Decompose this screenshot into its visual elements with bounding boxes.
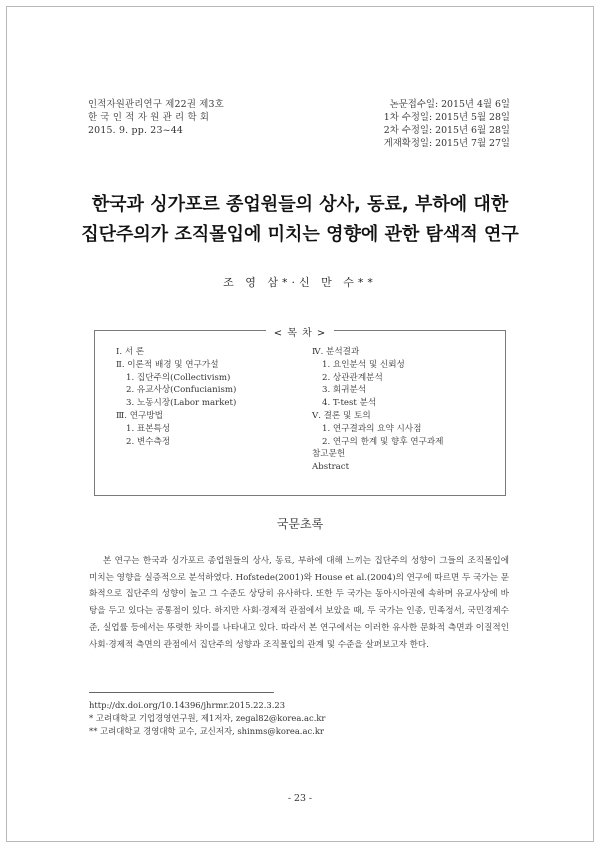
toc-item: 2. 상관관계분석 — [322, 372, 383, 383]
toc-item: 4. T-test 분석 — [322, 398, 377, 409]
toc-item: 2. 변수측정 — [126, 436, 171, 447]
toc-item: 1. 표본특성 — [126, 423, 171, 434]
journal-name: 인적자원관리연구 제22권 제3호 — [88, 99, 224, 110]
abstract-body: 본 연구는 한국과 싱가포르 종업원들의 상사, 동료, 부하에 대해 느끼는 집단주의 성향이 그들의 조직몰입에 미치는 영향을 실증적으로 분석하였다. Hofstede(2001)와 House et al.(2004)의 연구에 따르면 두 국가는 문화적으로 집단주의 성향이 높고 그 수준도 상당히 유사하다. 또한 두 국가는 동아시아권에 속하며 유교사상에 바탕을 두고 있다는 공통점이 있다. 하지만 사회·경제적 관점에서 보았을 때, 두 국가는 인종, 민족정서, 국민경제수준, 실업률 등에서는 뚜렷한 차이를 나타내고 있다. 따라서 본 연구에서는 이러한 유사한 문화적 측면과 이질적인 사회·경제적 측면의 관점에서 집단주의 성향과 조직몰입의 관계 및 수준을 살펴보고자 한다. — [89, 556, 509, 650]
paper-title — [60, 190, 540, 250]
journal-info — [88, 98, 224, 137]
date-revision-1: 1차 수정일: 2015년 5월 28일 — [383, 112, 510, 123]
toc-item: 2. 유교사상(Confucianism) — [126, 385, 237, 396]
toc-item: Ⅰ. 서 론 — [116, 347, 145, 357]
toc-item: Ⅱ. 이론적 배경 및 연구가설 — [116, 359, 219, 370]
title-line-2: 집단주의가 조직몰입에 미치는 영향에 관한 탐색적 연구 — [81, 224, 519, 245]
issue-pages: 2015. 9. pp. 23~44 — [88, 125, 184, 136]
toc-item: 2. 연구의 한계 및 향후 연구과제 — [322, 436, 444, 447]
toc-item: 1. 연구결과의 요약 시사점 — [322, 423, 422, 434]
toc-item: 참고문헌 — [312, 449, 346, 460]
abstract-heading: 국문초록 — [276, 517, 324, 531]
footnotes — [89, 699, 325, 737]
footnote-divider — [89, 692, 274, 693]
submission-dates — [384, 98, 510, 150]
toc-item: 1. 집단주의(Collectivism) — [126, 372, 231, 383]
doi-link[interactable]: http://dx.doi.org/10.14396/jhrmr.2015.22.3.23 — [89, 700, 286, 710]
footnote-author-2: ** 고려대학교 경영대학 교수, 교신저자, shinms@korea.ac.kr — [89, 725, 324, 736]
footnote-author-1: * 고려대학교 기업경영연구원, 제1저자, zegal82@korea.ac.kr — [89, 712, 326, 723]
toc-item: Ⅳ. 분석결과 — [312, 347, 360, 357]
toc-left-column — [116, 346, 236, 448]
toc-heading — [0, 324, 600, 339]
date-received: 논문접수일: 2015년 4월 6일 — [389, 99, 510, 110]
page-number: - 23 - — [287, 793, 313, 804]
toc-item: Abstract — [312, 462, 350, 473]
toc-item: 3. 노동시장(Labor market) — [126, 398, 237, 409]
date-revision-2: 2차 수정일: 2015년 6월 28일 — [383, 125, 510, 136]
toc-item: Ⅴ. 결론 및 토의 — [312, 410, 371, 421]
toc-item: Ⅲ. 연구방법 — [116, 410, 163, 421]
authors: 조 영 삼*·신 만 수** — [223, 276, 377, 289]
title-line-1: 한국과 싱가포르 종업원들의 상사, 동료, 부하에 대한 — [91, 194, 509, 215]
society-name: 한 국 인 적 자 원 관 리 학 회 — [88, 112, 210, 123]
toc-item: 1. 요인분석 및 신뢰성 — [322, 359, 405, 370]
toc-item: 3. 회귀분석 — [322, 385, 367, 396]
toc-right-column — [312, 346, 443, 474]
toc-heading-label: < 목 차 > — [266, 328, 335, 339]
date-accepted: 게재확정일: 2015년 7월 27일 — [383, 138, 510, 149]
